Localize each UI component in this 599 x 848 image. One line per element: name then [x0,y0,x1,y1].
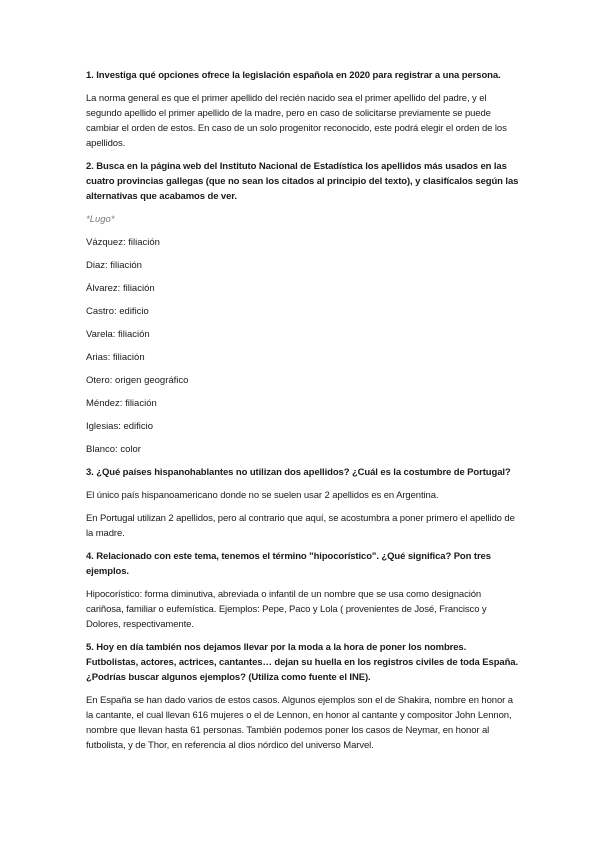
surname-item: Vázquez: filiación [86,237,160,248]
question-4-answer: Hipocorístico: forma diminutiva, abreviada o infantil de un nombre que se usa como designación cariñosa, familiar o eufemística. Ejemplos: Pepe, Paco y Lola ( provenientes de José, Francisco y Dolores, respectivamente. [86,589,487,630]
question-3-answer-1: El único país hispanoamericano donde no se suelen usar 2 apellidos es en Argentina. [86,490,439,501]
question-2-title: 2. Busca en la página web del Instituto Nacional de Estadística los apellidos más usados en las cuatro provincias gallegas (que no sean los citados al principio del texto), y clasifícalos según las alternativas que acabamos de ver. [86,161,519,202]
surname-item: Diaz: filiación [86,260,142,271]
surname-item: Castro: edificio [86,306,149,317]
surname-item: Álvarez: filiación [86,283,155,294]
surname-item: Méndez: filiación [86,398,157,409]
surname-item: Arias: filiación [86,352,145,363]
question-5-answer: En España se han dado varios de estos casos. Algunos ejemplos son el de Shakira, nombre en honor a la cantante, el cual llevan 616 mujeres o el de Lennon, en honor al cantante y compositor John Lennon, nombre que llevan hasta 61 personas. También podemos poner los casos de Neymar, en honor al futbolista, y de Thor, en referencia al dios nórdico del universo Marvel. [86,695,513,751]
surname-item: Varela: filiación [86,329,150,340]
surname-item: Blanco: color [86,444,141,455]
question-3-title: 3. ¿Qué países hispanohablantes no utilizan dos apellidos? ¿Cuál es la costumbre de Portugal? [86,467,511,478]
question-1-title: 1. Investiga qué opciones ofrece la legislación española en 2020 para registrar a una persona. [86,70,501,81]
province-heading: *Lugo* [86,214,115,225]
surname-item: Iglesias: edificio [86,421,154,432]
question-5-title: 5. Hoy en día también nos dejamos llevar por la moda a la hora de poner los nombres. Futbolistas, actores, actrices, cantantes… dejan su huella en los registros civiles de toda España. ¿Podrías buscar algunos ejemplos? (Utiliza como fuente el INE). [86,642,519,683]
question-1-answer: La norma general es que el primer apellido del recién nacido sea el primer apellido del padre, y el segundo apellido el primer apellido de la madre, pero en caso de solicitarse previamente se puede cambiar el orden de estos. En caso de un solo progenitor reconocido, este podrá elegir el orden de los apellidos. [86,93,507,149]
question-4-title: 4. Relacionado con este tema, tenemos el término "hipocorístico". ¿Qué significa? Pon tres ejemplos. [86,551,491,577]
surname-item: Otero: origen geográfico [86,375,189,386]
question-3-answer-2: En Portugal utilizan 2 apellidos, pero al contrario que aquí, se acostumbra a poner primero el apellido de la madre. [86,513,515,539]
